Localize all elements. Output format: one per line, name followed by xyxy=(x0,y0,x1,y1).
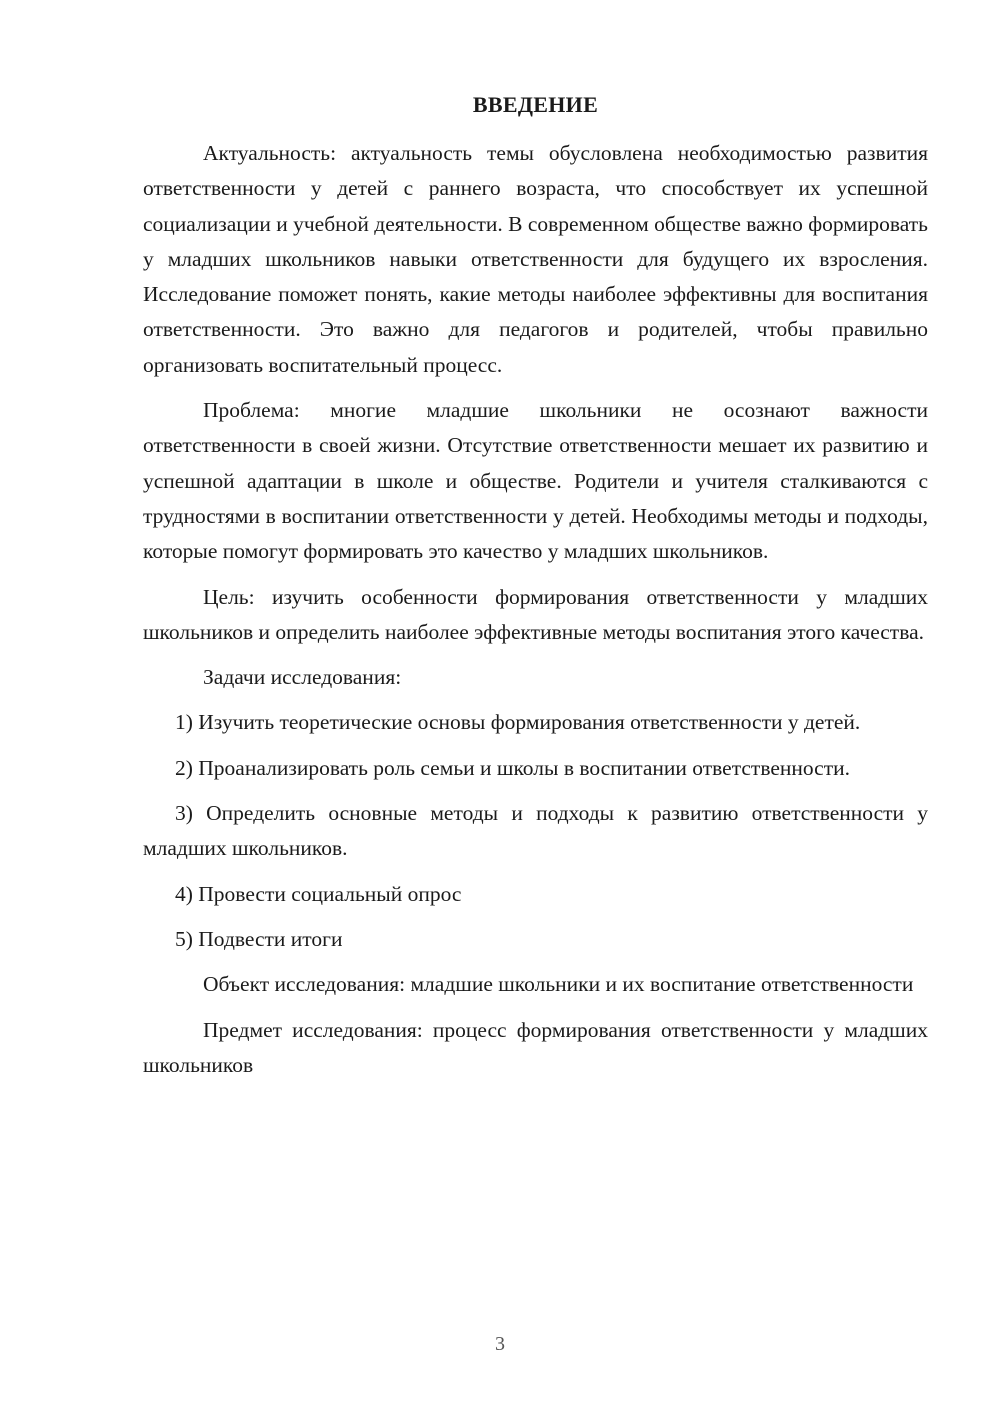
task-item-4: 4) Провести социальный опрос xyxy=(175,881,462,906)
task-item-3: 3) Определить основные методы и подходы к развитию ответственности у младших школьников. xyxy=(143,801,928,861)
task-item-1: 1) Изучить теоретические основы формирования ответственности у детей. xyxy=(175,710,861,735)
page-title: ВВЕДЕНИЕ xyxy=(472,92,599,117)
relevance-paragraph: Актуальность: актуальность темы обусловлена необходимостью развития ответственности у детей с раннего возраста, что способствует их успешной социализации и учебной деятельности. В современном обществе важно формировать у младших школьников навыки ответственности для будущего их взросления. Исследование поможет понять, какие методы наиболее эффективны для воспитания ответственности. Это важно для педагогов и родителей, чтобы правильно организовать воспитательный процесс. xyxy=(143,141,928,377)
goal-paragraph: Цель: изучить особенности формирования ответственности у младших школьников и определить наиболее эффективные методы воспитания этого качества. xyxy=(143,584,928,644)
document-page xyxy=(143,92,928,1093)
research-subject-paragraph: Предмет исследования: процесс формирования ответственности у младших школьников xyxy=(143,1017,928,1077)
problem-paragraph: Проблема: многие младшие школьники не осознают важности ответственности в своей жизни. Отсутствие ответственности мешает их развитию и успешной адаптации в школе и обществе. Родители и учителя сталкиваются с трудностями в воспитании ответственности у детей. Необходимы методы и подходы, которые помогут формировать это качество у младших школьников. xyxy=(143,398,928,564)
task-item-2: 2) Проанализировать роль семьи и школы в воспитании ответственности. xyxy=(175,755,851,780)
page-number: 3 xyxy=(495,1333,505,1355)
task-item-5: 5) Подвести итоги xyxy=(175,926,343,951)
tasks-heading: Задачи исследования: xyxy=(203,665,402,690)
research-object-paragraph: Объект исследования: младшие школьники и их воспитание ответственности xyxy=(203,972,914,997)
